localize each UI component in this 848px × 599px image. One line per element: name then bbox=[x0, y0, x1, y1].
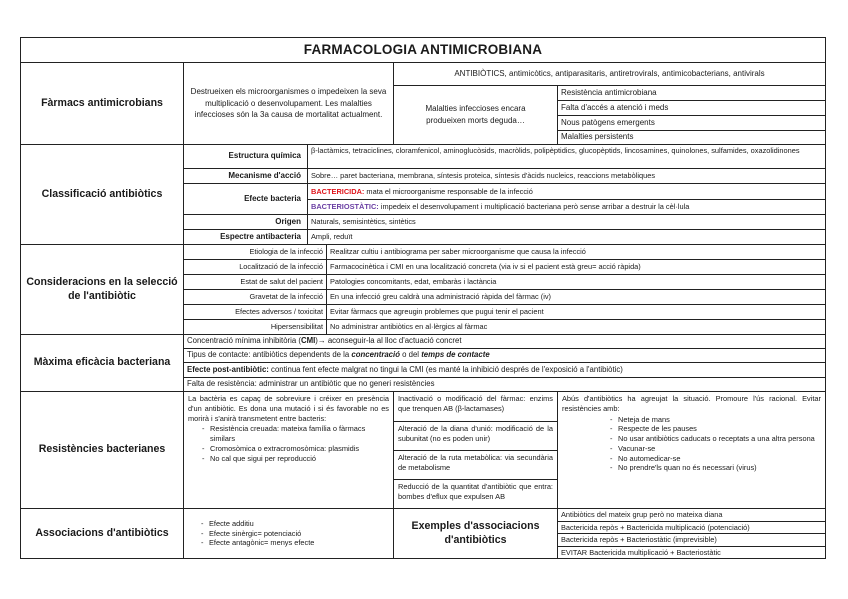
maxima-cmi-term: CMI bbox=[300, 336, 316, 346]
abus-cell bbox=[557, 391, 826, 509]
category-associacions: Associacions d'antibiòtics bbox=[20, 508, 184, 559]
bacteriostatic-term: BACTERIOSTÀTIC: bbox=[311, 202, 379, 212]
category-classificacio: Classificació antibiòtics bbox=[20, 144, 184, 245]
example-item: Bactericida repòs + Bacteriostàtic (imprevisible) bbox=[557, 533, 826, 547]
examples-label: Exemples d'associacions d'antibiòtics bbox=[393, 508, 558, 559]
maxima-concentracio-term: concentració bbox=[351, 350, 400, 360]
list-item: - No prendre'ls quan no és necessari (virus) bbox=[610, 463, 821, 473]
mechanism-item: Inactivació o modificació del fàrmac: enzims que trenquen AB (β-lactamases) bbox=[393, 391, 558, 422]
espectre-label: Espectre antibacteria bbox=[183, 229, 308, 245]
maxima-resistencia: Falta de resistència: administrar un antibiòtic que no generi resistències bbox=[183, 377, 826, 392]
list-item: - Efecte sinèrgic= potenciació bbox=[201, 529, 314, 539]
consideracio-value: Patologies concomitants, edat, embaràs i lactància bbox=[326, 274, 826, 290]
consideracio-label: Gravetat de la infecció bbox=[183, 289, 327, 305]
maxima-contacte-text: Tipus de contacte: antibiòtics dependents de la bbox=[187, 350, 352, 360]
list-item: - Vacunar-se bbox=[610, 444, 821, 454]
reason-item: Falta d'accés a atenció i meds bbox=[557, 100, 826, 116]
bacteriostatic-def: impedeix el desenvolupament i multiplicació bacteriana però sense arribar a destruir la cèl·lula bbox=[378, 202, 690, 212]
category-farmacs: Fàrmacs antimicrobians bbox=[20, 62, 184, 145]
list-item: - Cromosòmica o extracromosòmica: plasmidis bbox=[202, 444, 389, 454]
category-consideracions: Consideracions en la selecció de l'antibiòtic bbox=[20, 244, 184, 335]
farmacs-description: Destrueixen els microorganismes o impedeixen la seva multiplicació o desenvolupament. Les malalties infeccioses són la 3a causa de mortalitat actualment. bbox=[183, 62, 394, 145]
maxima-post-text: continua fent efecte malgrat no tingui la CMI (es manté la inhibició després de l'exposició a l'antibiòtic) bbox=[268, 364, 623, 374]
bactericida-term: BACTERICIDA: bbox=[311, 186, 365, 196]
resistencies-intro-cell bbox=[183, 391, 394, 509]
example-item: Antibiòtics del mateix grup però no mateixa diana bbox=[557, 508, 826, 522]
mecanisme-label: Mecanisme d'acció bbox=[183, 168, 308, 184]
mortality-label: Malalties infeccioses encara produeixen morts deguda… bbox=[393, 85, 558, 145]
maxima-cmi-text: Concentració mínima inhibitòria ( bbox=[187, 336, 301, 346]
bactericida-row bbox=[307, 183, 826, 200]
maxima-post-term: Efecte post-antibiòtic: bbox=[187, 364, 269, 374]
efecte-label: Efecte bacteria bbox=[183, 183, 308, 215]
consideracio-value: No administrar antibiòtics en al·lèrgics al fàrmac bbox=[326, 319, 826, 335]
list-item: - Resistència creuada: mateixa família o fàrmacs similars bbox=[202, 424, 389, 444]
list-item: - No automedicar-se bbox=[610, 454, 821, 464]
example-item: EVITAR Bactericida multiplicació + Bacteriostàtic bbox=[557, 546, 826, 559]
bactericida-def: mata el microorganisme responsable de la infecció bbox=[364, 186, 533, 196]
estructura-value: β-lactàmics, tetraciclines, cloramfenicol, aminoglucòsids, macròlids, polipèptidics, glucopèptids, lincosamines, quinolones, sulfamides, oxazolidinones bbox=[307, 144, 826, 169]
consideracio-label: Efectes adversos / toxicitat bbox=[183, 304, 327, 320]
consideracio-value: Realitzar cultiu i antibiograma per saber microorganisme que causa la infecció bbox=[326, 244, 826, 260]
list-item: - Respecte de les pauses bbox=[610, 424, 821, 434]
list-item: - No cal que sigui per reproducció bbox=[202, 454, 389, 464]
origen-label: Origen bbox=[183, 214, 308, 230]
effects-cell bbox=[183, 508, 394, 559]
espectre-value: Ampli, reduït bbox=[307, 229, 826, 245]
list-item: - Neteja de mans bbox=[610, 415, 821, 425]
category-resistencies: Resistències bacterianes bbox=[20, 391, 184, 509]
reason-item: Malalties persistents bbox=[557, 130, 826, 145]
maxima-temps-term: temps de contacte bbox=[421, 350, 490, 360]
list-item: - Efecte additiu bbox=[201, 519, 314, 529]
list-item: - No usar antibiòtics caducats o receptats a una altra persona bbox=[610, 434, 821, 444]
reason-item: Nous patògens emergents bbox=[557, 115, 826, 131]
consideracio-label: Estat de salut del pacient bbox=[183, 274, 327, 290]
maxima-contacte bbox=[183, 348, 826, 363]
maxima-cmi bbox=[183, 334, 826, 349]
abus-intro: Abús d'antibiòtics ha agreujat la situació. Promoure l'ús racional. Evitar resistències amb: bbox=[562, 394, 821, 413]
farmacs-types: ANTIBIÒTICS, antimicòtics, antiparasitaris, antiretrovirals, antimicobacterians, antivirals bbox=[393, 62, 826, 86]
maxima-post bbox=[183, 362, 826, 378]
estructura-label: Estructura química bbox=[183, 144, 308, 169]
maxima-contacte-text: o del bbox=[399, 350, 422, 360]
consideracio-label: Hipersensibilitat bbox=[183, 319, 327, 335]
mechanism-item: Reducció de la quantitat d'antibiòtic que entra: bombes d'eflux que expulsen AB bbox=[393, 479, 558, 509]
bacteriostatic-row bbox=[307, 199, 826, 215]
consideracio-label: Localització de la infecció bbox=[183, 259, 327, 275]
list-item: - Efecte antagònic= menys efecte bbox=[201, 538, 314, 548]
resistencies-intro: La bactèria es capaç de sobreviure i créixer en presència d'un antibiòtic. Es dona una mutació i si és favorable no es morirà i s'anirà transmetent entre bacteris: bbox=[188, 394, 389, 423]
consideracio-value: Farmacocinètica i CMI en una localització concreta (via iv si el pacient està greu= acció ràpida) bbox=[326, 259, 826, 275]
page-title: FARMACOLOGIA ANTIMICROBIANA bbox=[20, 37, 826, 63]
mecanisme-value: Sobre… paret bacteriana, membrana, síntesis proteica, síntesis d'àcids nucleics, reaccions metabòliques bbox=[307, 168, 826, 184]
mechanism-item: Alteració de la diana d'unió: modificació de la subunitat (no es poden unir) bbox=[393, 421, 558, 451]
consideracio-label: Etiologia de la infecció bbox=[183, 244, 327, 260]
mechanism-item: Alteració de la ruta metabòlica: via secundària de metabolisme bbox=[393, 450, 558, 480]
origen-value: Naturals, semisintètics, sintètics bbox=[307, 214, 826, 230]
category-maxima: Màxima eficàcia bacteriana bbox=[20, 334, 184, 392]
example-item: Bactericida repòs + Bactericida multiplicació (potenciació) bbox=[557, 521, 826, 534]
consideracio-value: Evitar fàrmacs que agreugin problemes que pugui tenir el pacient bbox=[326, 304, 826, 320]
reason-item: Resistència antimicrobiana bbox=[557, 85, 826, 101]
maxima-cmi-text: )→ aconseguir-la al lloc d'actuació concret bbox=[315, 336, 462, 346]
consideracio-value: En una infecció greu caldrà una administració ràpida del fàrmac (iv) bbox=[326, 289, 826, 305]
